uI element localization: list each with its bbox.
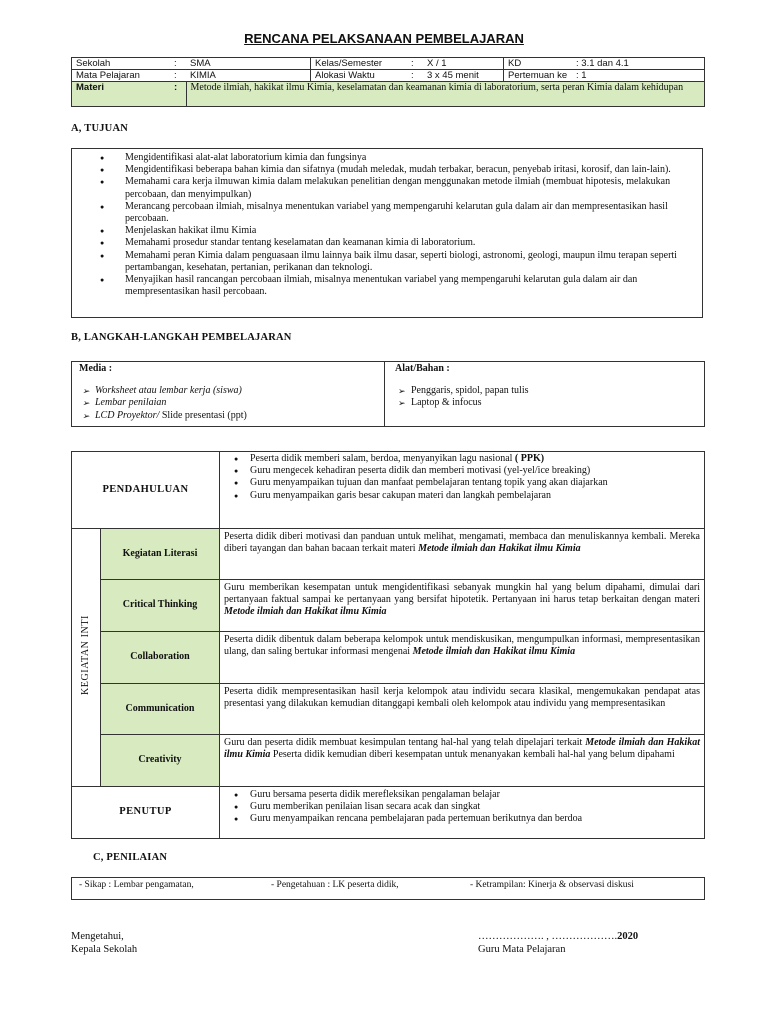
tujuan-box bbox=[71, 148, 703, 318]
materi-value: Metode ilmiah, hakikat ilmu Kimia, keselamatan dan keamanan kimia di laboratorium, serta peran Kimia dalam kehidupan bbox=[186, 82, 705, 107]
penilaian-sikap: - Sikap : Lembar pengamatan, bbox=[79, 880, 194, 890]
pertemuan-label: Pertemuan ke bbox=[504, 70, 573, 82]
list-item: ● Guru mengecek kehadiran peserta didik dan memberi motivasi (yel-yel/ice breaking) bbox=[224, 465, 700, 477]
media-item: ➢ Worksheet atau lembar kerja (siswa) bbox=[79, 385, 377, 397]
guru-text: Guru Mata Pelajaran bbox=[478, 944, 566, 955]
alat-heading: Alat/Bahan : bbox=[395, 363, 450, 374]
header-table: Sekolah : SMA Kelas/Semester : X / 1 KD : 3.1 dan 4.1 Mata Pelajaran : KIMIA Alokasi Waktu : 3 x 45 menit Pertemuan ke : 1 Materi : Metode ilmiah, hakikat ilmu Kimia, keselamatan dan keamanan kimia di laboratorium, serta peran Kimia dalam kehidupan bbox=[71, 57, 705, 107]
mengetahui-text: Mengetahui, bbox=[71, 931, 124, 942]
date-line: ………………. , ……………….2020 bbox=[478, 931, 639, 942]
tujuan-item: ● Menjelaskan hakikat ilmu Kimia bbox=[72, 225, 696, 237]
kegiatan-inti-label: KEGIATAN INTI bbox=[72, 529, 101, 787]
inti-desc: Guru memberikan kesempatan untuk mengidentifikasi sebanyak mungkin hal yang belum dipahami, dimulai dari pertanyaan faktual sampai ke pertanyaan yang bersifat hipotetik. Pertanyaan ini harus tetap berkaitan dengan materi Metode ilmiah dan Hakikat ilmu Kimia bbox=[220, 580, 705, 632]
kelas-value: X / 1 bbox=[423, 58, 504, 70]
penilaian-heading: C, PENILAIAN bbox=[93, 852, 168, 863]
steps-table bbox=[71, 451, 705, 839]
alokasi-value: 3 x 45 menit bbox=[423, 70, 504, 82]
signature-right bbox=[478, 930, 638, 956]
penilaian-box bbox=[71, 877, 705, 900]
materi-label: Materi bbox=[72, 82, 171, 107]
tujuan-item: ● Mengidentifikasi alat-alat laboratorium kimia dan fungsinya bbox=[72, 152, 696, 164]
tujuan-heading: A, TUJUAN bbox=[71, 123, 129, 134]
pendahuluan-list bbox=[224, 453, 700, 502]
mapel-value: KIMIA bbox=[186, 70, 311, 82]
tujuan-list bbox=[72, 152, 702, 298]
inti-label: Collaboration bbox=[101, 632, 220, 684]
pendahuluan-label: PENDAHULUAN bbox=[72, 452, 220, 529]
penilaian-pengetahuan: - Pengetahuan : LK peserta didik, bbox=[271, 880, 399, 890]
sekolah-value: SMA bbox=[186, 58, 311, 70]
alat-list bbox=[395, 385, 694, 409]
media-alat-box bbox=[71, 361, 705, 427]
inti-desc: Peserta didik dibentuk dalam beberapa kelompok untuk mendiskusikan, mengumpulkan informasi, mempresentasikan ulang, dan saling bertukar informasi mengenai Metode ilmiah dan Hakikat ilmu Kimia bbox=[220, 632, 705, 684]
list-item: ● Guru menyampaikan garis besar cakupan materi dan langkah pembelajaran bbox=[224, 490, 700, 502]
tujuan-item: ● Memahami cara kerja ilmuwan kimia dalam melakukan penelitian dengan menggunakan metode ilmiah (membuat hipotesis, melakukan percobaan, dan menyimpulkan) bbox=[72, 176, 696, 200]
inti-label: Creativity bbox=[101, 735, 220, 787]
penilaian-keterampilan: - Ketrampilan: Kinerja & observasi diskusi bbox=[470, 880, 634, 890]
penutup-content bbox=[220, 787, 705, 839]
penutup-list bbox=[224, 789, 700, 826]
alat-item: ➢ Penggaris, spidol, papan tulis bbox=[395, 385, 694, 397]
media-heading: Media : bbox=[79, 363, 113, 374]
list-item: ● Guru menyampaikan tujuan dan manfaat pembelajaran tentang topik yang akan diajarkan bbox=[224, 477, 700, 489]
list-item: ● Peserta didik memberi salam, berdoa, menyanyikan lagu nasional ( PPK) bbox=[224, 453, 700, 465]
alat-panel bbox=[385, 362, 704, 426]
page-title: RENCANA PELAKSANAAN PEMBELAJARAN bbox=[244, 31, 524, 46]
inti-label: Communication bbox=[101, 684, 220, 735]
kd-value: : 3.1 dan 4.1 bbox=[572, 58, 705, 70]
tujuan-item: ● Mengidentifikasi beberapa bahan kimia dan sifatnya (mudah meledak, mudah terbakar, beracun, penyebab iritasi, korosif, dan lain-lain). bbox=[72, 164, 696, 176]
inti-label: Critical Thinking bbox=[101, 580, 220, 632]
alat-item: ➢ Laptop & infocus bbox=[395, 397, 694, 409]
langkah-heading: B, LANGKAH-LANGKAH PEMBELAJARAN bbox=[71, 332, 292, 343]
sekolah-label: Sekolah bbox=[72, 58, 171, 70]
pertemuan-value: : 1 bbox=[572, 70, 705, 82]
inti-desc: Peserta didik mempresentasikan hasil kerja kelompok atau individu secara klasikal, mengemukakan pendapat atas presentasi yang dilakukan kemudian ditanggapi kembali oleh kelompok atau individu yang mempresentasikan bbox=[220, 684, 705, 735]
tujuan-item: ● Merancang percobaan ilmiah, misalnya menentukan variabel yang mempengaruhi kelarutan gula dalam air dan mempresentasikan hasil percobaan. bbox=[72, 201, 696, 225]
inti-desc: Peserta didik diberi motivasi dan panduan untuk melihat, mengamati, membaca dan menuliskannya kembali. Mereka diberi tayangan dan bahan bacaan terkait materi Metode ilmiah dan Hakikat ilmu Kimia bbox=[220, 529, 705, 580]
pendahuluan-content bbox=[220, 452, 705, 529]
media-item: ➢ Lembar penilaian bbox=[79, 397, 377, 409]
signature-left bbox=[71, 930, 137, 956]
mapel-label: Mata Pelajaran bbox=[72, 70, 171, 82]
kd-label: KD bbox=[504, 58, 573, 70]
list-item: ● Guru memberikan penilaian lisan secara acak dan singkat bbox=[224, 801, 700, 813]
tujuan-item: ● Menyajikan hasil rancangan percobaan ilmiah, misalnya menentukan variabel yang mempengaruhi kelarutan gula dalam air dan mempresentasikan hasil percobaan. bbox=[72, 274, 696, 298]
kelas-label: Kelas/Semester bbox=[311, 58, 408, 70]
alokasi-label: Alokasi Waktu bbox=[311, 70, 408, 82]
penutup-label: PENUTUP bbox=[72, 787, 220, 839]
tujuan-item: ● Memahami prosedur standar tentang keselamatan dan keamanan kimia di laboratorium. bbox=[72, 237, 696, 249]
media-panel bbox=[72, 362, 385, 426]
media-item: ➢ LCD Proyektor/ Slide presentasi (ppt) bbox=[79, 410, 377, 422]
tujuan-item: ● Memahami peran Kimia dalam penguasaan ilmu lainnya baik ilmu dasar, seperti biologi, astronomi, geologi, maupun ilmu terapan seperti pertambangan, kesehatan, pertanian, perikanan dan teknologi. bbox=[72, 250, 696, 274]
list-item: ● Guru menyampaikan rencana pembelajaran pada pertemuan berikutnya dan berdoa bbox=[224, 813, 700, 825]
kepala-sekolah-text: Kepala Sekolah bbox=[71, 944, 138, 955]
inti-desc: Guru dan peserta didik membuat kesimpulan tentang hal-hal yang telah dipelajari terkait Metode ilmiah dan Hakikat ilmu Kimia Peserta didik kemudian diberi kesempatan untuk menanyakan kembali hal-hal yang belum dipahami bbox=[220, 735, 705, 787]
media-list bbox=[79, 385, 377, 422]
inti-label: Kegiatan Literasi bbox=[101, 529, 220, 580]
list-item: ● Guru bersama peserta didik merefleksikan pengalaman belajar bbox=[224, 789, 700, 801]
